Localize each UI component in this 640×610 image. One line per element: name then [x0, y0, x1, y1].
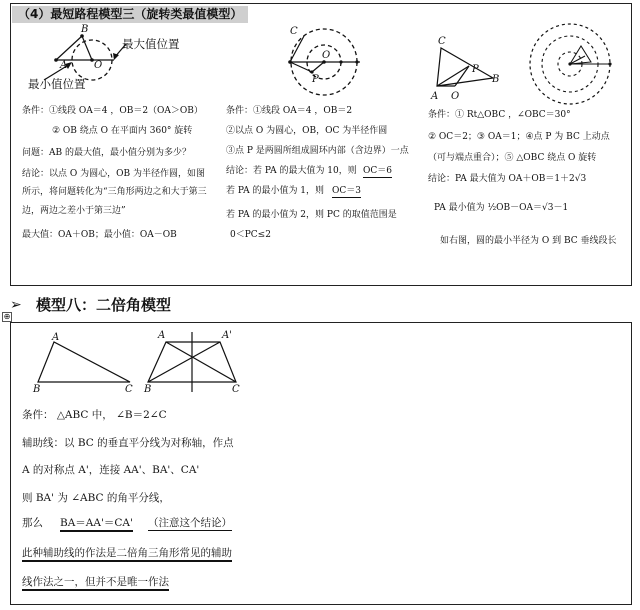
triangle-rotated	[570, 46, 591, 64]
figure-rotating-triangle	[515, 22, 625, 112]
col2-line-7: 0＜PC≤2	[230, 230, 271, 240]
s8-line-5-prefix: 那么	[22, 517, 43, 529]
col2-line-1: 条件：①线段 OA＝4 ，OB＝2	[226, 106, 353, 116]
s8f2-label-a2: A'	[222, 330, 232, 341]
s8f2-label-c: C	[232, 384, 240, 395]
point-end4	[608, 62, 611, 65]
fig1-label-a: A	[60, 60, 68, 71]
triangle-abc	[38, 342, 130, 382]
tick-c	[355, 60, 358, 63]
s8f2-label-a: A	[158, 330, 166, 341]
fig1-label-o: O	[94, 60, 103, 71]
col2-line-6: 若 PA 的最小值为 2，则 PC 的取值范围是	[226, 210, 397, 220]
s8-line-1: 条件： △ABC 中， ∠B＝2∠C	[22, 409, 167, 421]
point-a2	[288, 60, 292, 64]
col1-line-1: 条件：①线段 OA＝4 ，OB＝2（OA＞OB）	[22, 106, 203, 116]
section8-title: 模型八：二倍角模型	[36, 296, 172, 314]
col1-line-5: 所示，将问题转化为“三角形两边之和大于第三	[22, 187, 207, 197]
segment-ac	[290, 36, 304, 62]
s8-line-7: 线作法之一，但并不是唯一作法	[22, 575, 169, 591]
col2-line-5: 若 PA 的最小值为 1，则	[226, 186, 325, 196]
fig2-label-p: P	[312, 74, 319, 85]
point-o4	[568, 62, 571, 65]
s8-line-2: 辅助线：以 BC 的垂直平分线为对称轴，作点	[22, 437, 234, 449]
table-anchor-icon[interactable]: ⊕	[3, 312, 11, 321]
col1-line-4: 结论：以点 O 为圆心，OB 为半径作圆，如图	[22, 169, 205, 179]
s8-line-4: 则 BA' 为 ∠ABC 的角平分线，	[22, 492, 170, 504]
figure-right-triangle	[425, 42, 515, 102]
s8f2-label-b: B	[144, 384, 152, 395]
fig1-min-label: 最小值位置	[28, 77, 86, 91]
fig1-max-label: 最大值位置	[122, 37, 180, 51]
fig3-label-b: B	[492, 74, 500, 85]
col3-line-3: （可与端点重合）；⑤ △OBC 绕点 O 旋转	[428, 153, 597, 163]
fig3-label-a: A	[431, 91, 439, 102]
fig3-label-p: P	[472, 64, 479, 75]
col3-line-2: ② OC＝2；③ OA＝1；④点 P 为 BC 上动点	[428, 132, 610, 142]
fig2-label-o: O	[322, 50, 331, 61]
col2-answer-oc6: OC＝6	[363, 166, 392, 176]
s8f1-label-c: C	[125, 384, 133, 395]
col1-line-7: 最大值：OA＋OB；最小值：OA－OB	[22, 230, 177, 240]
col3-line-5: PA 最小值为 ½OB－OA＝√3－1	[434, 203, 569, 213]
segment-op	[312, 62, 324, 72]
section8-arrow: ➢	[10, 297, 22, 313]
col2-line-4: 结论：若 PA 的最大值为 10，则	[226, 166, 357, 176]
s8f1-label-a: A	[52, 332, 60, 343]
col3-line-6: 如右图，圆的最小半径为 O 到 BC 垂线段长	[440, 236, 617, 246]
s8-conclusion-note: （注意这个结论）	[148, 517, 232, 529]
fig1-label-b: B	[81, 24, 89, 35]
s8-line-3: A 的对称点 A'，连接 AA'、BA'、CA'	[22, 464, 200, 476]
fig3-label-o: O	[451, 91, 460, 102]
col2-line-3: ③点 P 是两圆所组成圆环内部（含边界）一点	[226, 146, 409, 156]
col3-line-4: 结论：PA 最大值为 OA＋OB＝1＋2√3	[428, 174, 587, 184]
s8-conclusion-equation: BA＝AA'＝CA'	[60, 516, 133, 532]
segment-pa	[437, 66, 469, 86]
s8-line-6: 此种辅助线的作法是二倍角三角形常见的辅助	[22, 546, 232, 562]
section4-title: （4）最短路程模型三（旋转类最值模型）	[12, 6, 248, 23]
fig3-label-c: C	[438, 36, 446, 47]
col1-line-6: 边，两边之差小于第三边”	[22, 206, 126, 216]
fig2-label-c: C	[290, 26, 298, 37]
col2-line-2: ②以点 O 为圆心，OB，OC 为半径作圆	[226, 126, 388, 136]
s8f1-label-b: B	[33, 384, 41, 395]
col1-line-3: 问题：AB 的最大值，最小值分别为多少？	[22, 148, 191, 158]
diagonal-ac	[166, 342, 236, 382]
col2-answer-oc3: OC＝3	[332, 186, 361, 196]
segment-ab	[56, 36, 82, 60]
col1-line-2: ② OB 绕点 O 在平面内 360° 旋转	[52, 126, 193, 136]
col3-line-1: 条件：① Rt△OBC ，∠OBC＝30°	[428, 110, 571, 120]
diagonal-a2b	[148, 342, 220, 382]
point-a	[54, 58, 58, 62]
figure-triangle-abc	[30, 334, 140, 394]
tick-b	[339, 60, 342, 63]
segment-ap	[290, 62, 312, 72]
